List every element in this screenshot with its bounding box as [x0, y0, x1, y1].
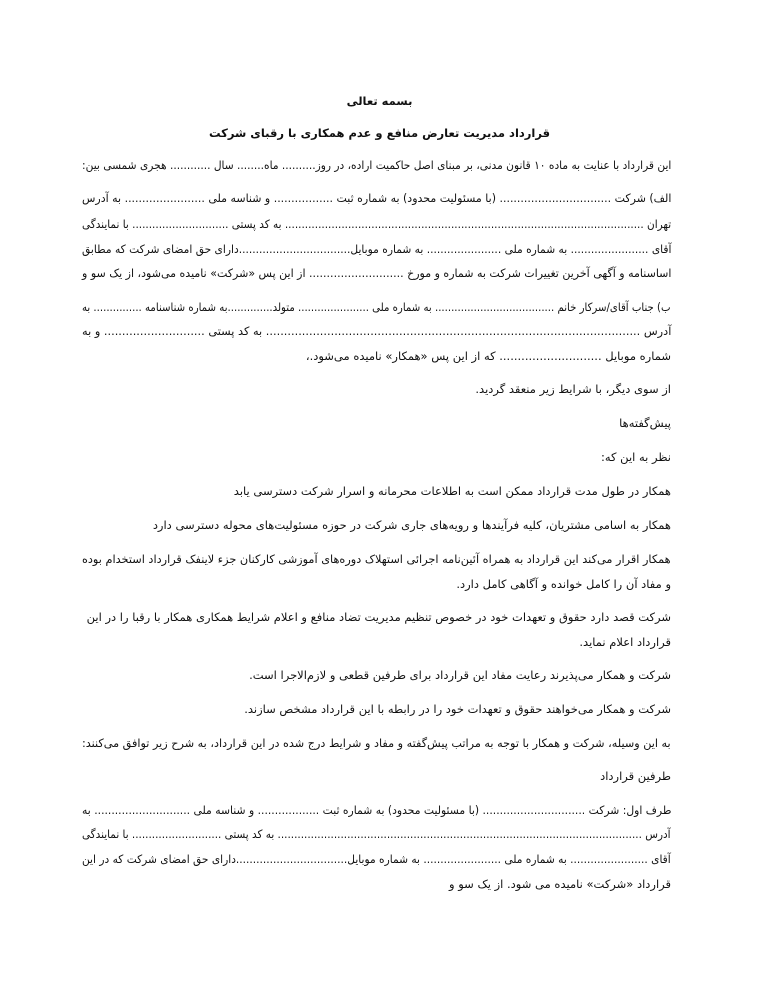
party-b-line-3: شماره موبایل ............................ که از این پس «همکار» نامیده می‌شود.،: [305, 349, 671, 363]
party-a-line-1: الف) شرکت ................................ (با مسئولیت محدود) به شماره ثبت ................. و شناسه ملی ....................... به آدرس: [81, 191, 671, 205]
paragraph-4-line-2: قرارداد اعلام نماید.: [579, 635, 671, 649]
paragraph-4-line-1: شرکت قصد دارد حقوق و تعهدات خود در خصوص تنظیم مدیریت تضاد منافع و اعلام شرایط همکاری همکار با رقبا را در این: [86, 610, 671, 624]
first-party-line-3: آقای ....................... به شماره ملی ....................... به شماره موبایل.................................دارای حق امضای شرکت که در این: [82, 852, 671, 866]
paragraph-3-line-2: و مفاد آن را کامل خوانده و آگاهی کامل دارد.: [456, 577, 671, 591]
party-a-line-3: آقای ....................... به شماره ملی ...................... به شماره موبایل.................................دارای حق امضای شرکت که مطابق: [81, 242, 671, 256]
party-a-line-4: اساسنامه و آگهی آخرین تغییرات شرکت به شماره و مورخ ........................... از این پس «شرکت» نامیده می‌شود، از یک سو و: [81, 266, 671, 280]
paragraph-5: شرکت و همکار می‌پذیرند رعایت مفاد این قرارداد برای طرفین قطعی و لازم‌الاجرا است.: [249, 668, 671, 682]
paragraph-7: به این وسیله، شرکت و همکار با توجه به مراتب پیش‌گفته و مفاد و شرایط درج شده در این قرارداد، به شرح زیر توافق می‌کنند:: [82, 736, 671, 750]
paragraph-6: شرکت و همکار می‌خواهند حقوق و تعهدات خود را در رابطه با این قرارداد مشخص سازند.: [244, 702, 671, 716]
paragraph-2: همکار به اسامی مشتریان، کلیه فرآیندها و رویه‌های جاری شرکت در حوزه مسئولیت‌های محوله دسترسی دارد: [152, 518, 671, 532]
paragraph-3-line-1: همکار اقرار می‌کند این قرارداد به همراه آئین‌نامه اجرائی استهلاک دوره‌های آموزشی کارکنان جزء لاینفک قرارداد استخدام بوده: [82, 552, 671, 566]
parties-heading: طرفین قرارداد: [600, 769, 671, 783]
other-side-line: از سوی دیگر، با شرایط زیر منعقد گردید.: [475, 382, 671, 396]
doc-title: قرارداد مدیریت تعارض منافع و عدم همکاری با رقبای شرکت: [208, 126, 551, 140]
party-b-line-2: آدرس ........................................................................................................ به کد پستی ............................ و به: [81, 324, 671, 338]
first-party-line-2: آدرس .............................................................................................................. به کد پستی ........................... با نمایندگی: [82, 827, 671, 841]
whereas-line: نظر به این که:: [601, 450, 671, 464]
party-a-line-2: تهران ............................................................................................................ به کد پستی ............................. با نمایندگی: [81, 217, 671, 231]
preamble-heading: پیش‌گفته‌ها: [619, 416, 671, 430]
paragraph-1: همکار در طول مدت قرارداد ممکن است به اطلاعات محرمانه و اسرار شرکت دسترسی یابد: [233, 484, 671, 498]
first-party-line-4: قرارداد «شرکت» نامیده می شود. از یک سو و: [449, 877, 671, 891]
intro-line: این قرارداد با عنایت به ماده ۱۰ قانون مدنی، بر مبنای اصل حاکمیت اراده، در روز.......... ماه........ سال ............ هجری شمسی بین:: [81, 158, 671, 172]
first-party-line-1: طرف اول: شرکت .............................. (با مسئولیت محدود) به شماره ثبت .................. و شناسه ملی ............................ به: [81, 803, 671, 817]
doc-heading: بسمه تعالی: [346, 94, 413, 108]
party-b-line-1: ب) جناب آقای/سرکار خانم ..................................... به شماره ملی ...................... متولد..............به شماره شناسنامه ............... به: [82, 300, 671, 314]
